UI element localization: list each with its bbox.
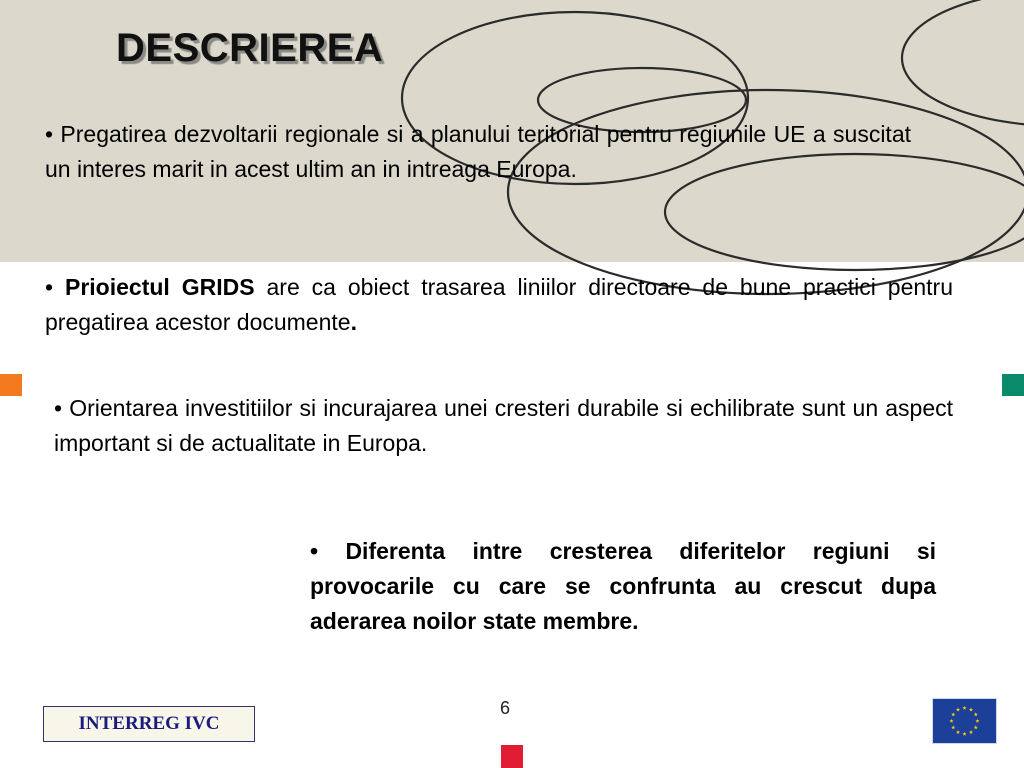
paragraph-investments [54,391,953,461]
paragraph-text: Pregatirea dezvoltarii regionale si a planului teritorial pentru regiunile UE a suscitat un interes marit in acest ultim an in intreaga Europa. [45,121,911,182]
eu-star [969,708,973,712]
interreg-logo-box [43,706,255,742]
paragraph-text: Diferenta intre cresterea diferitelor regiuni si provocarile cu care se confrunta au crescut dupa aderarea noilor state membre. [310,538,937,634]
eu-flag-icon [932,698,997,744]
paragraph-regional-development [45,117,911,187]
paragraph-period: . [350,309,357,335]
eu-star [974,725,978,729]
bullet: • [45,121,54,147]
eu-star [969,730,973,734]
slide-title: DESCRIEREA [116,26,384,70]
eu-stars [933,699,996,743]
bullet: • [310,538,319,564]
eu-star [951,712,955,716]
bullet: • [54,395,63,421]
red-marker [501,745,523,768]
program-label: INTERREG IVC [78,713,220,734]
green-marker [1002,374,1024,396]
eu-star [951,725,955,729]
page-number: 6 [500,698,511,718]
eu-star [974,712,978,716]
project-name: Prioiectul GRIDS [65,274,255,300]
bullet: • [45,274,54,300]
eu-star [962,706,966,710]
orange-marker [0,374,22,396]
paragraph-text: are ca obiect trasarea liniilor directoare de bune practici pentru pregatirea acestor documente [45,274,953,335]
paragraph-text: Orientarea investitiilor si incurajarea unei cresteri durabile si echilibrate sunt un aspect important si de actualitate in Europa. [54,395,954,456]
paragraph-regional-differences [310,534,936,639]
eu-star [956,708,960,712]
paragraph-grids-project [45,270,953,340]
eu-star [949,719,953,723]
eu-star [956,730,960,734]
eu-star [975,719,979,723]
eu-star [962,732,966,736]
